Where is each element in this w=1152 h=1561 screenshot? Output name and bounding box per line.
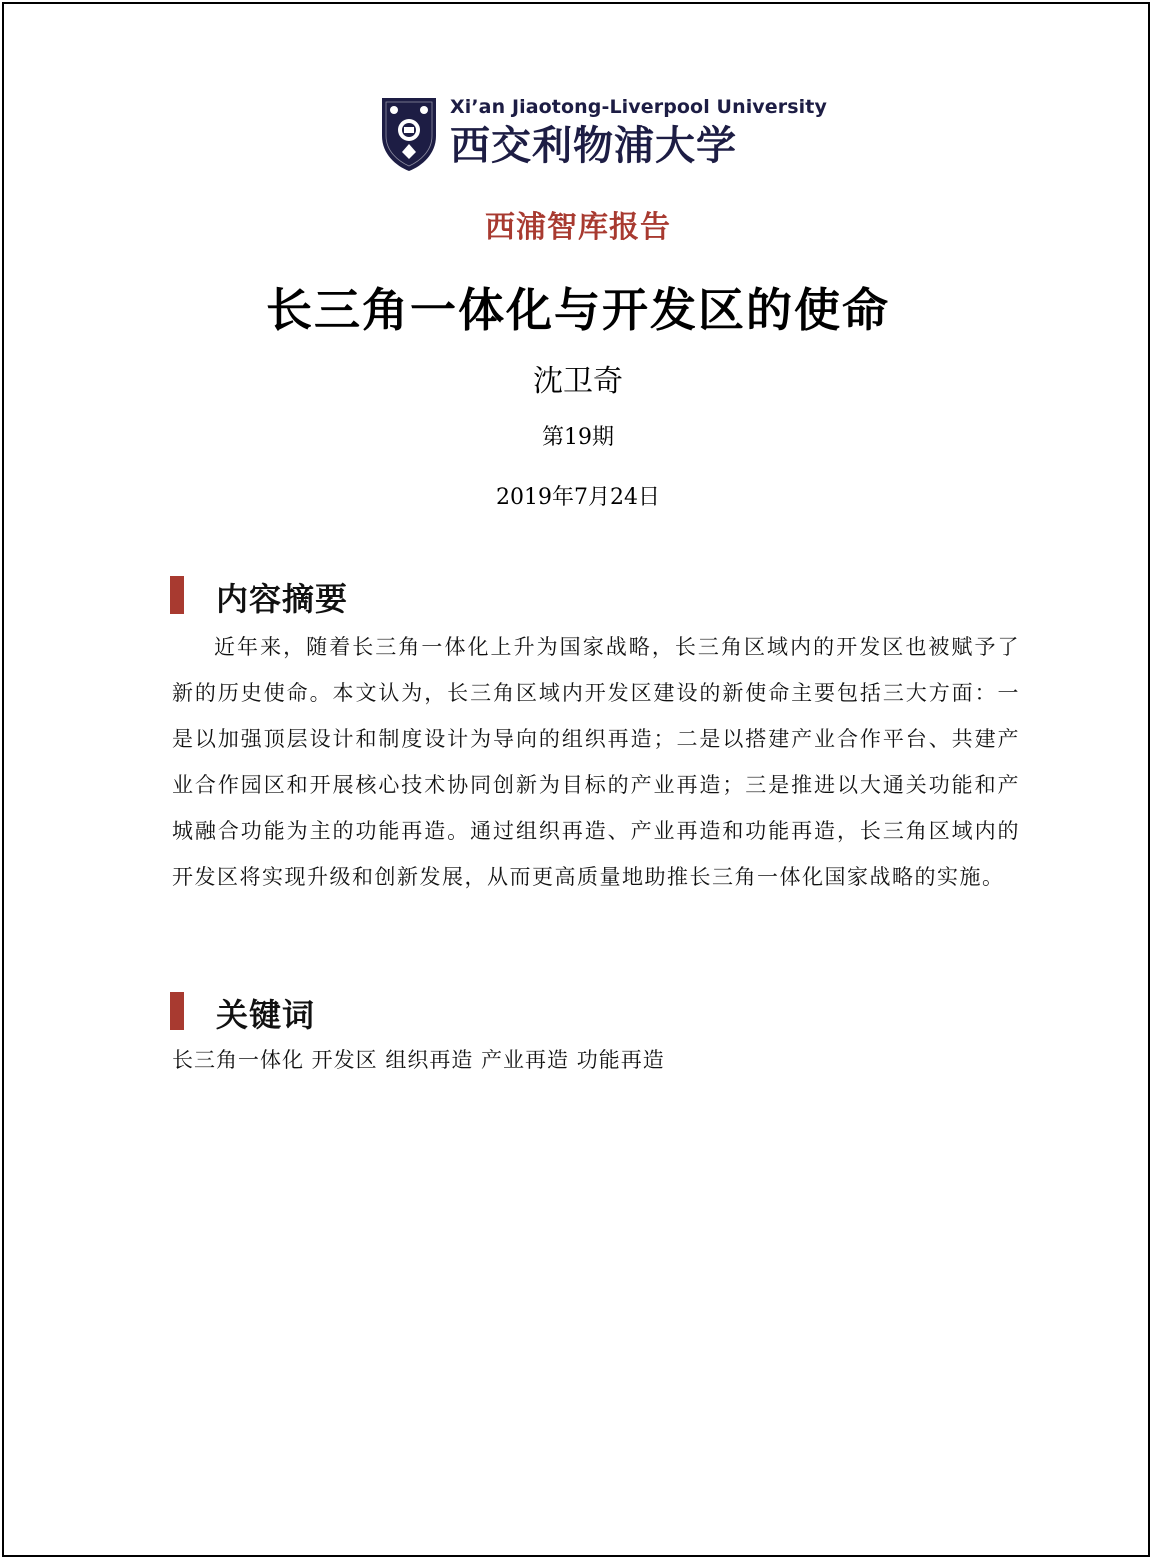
university-name-cn: 西交利物浦大学 xyxy=(450,122,737,169)
abstract-section-header xyxy=(170,576,770,616)
keywords-section-header xyxy=(170,992,770,1032)
section-marker-bar xyxy=(170,576,184,614)
report-title: 长三角一体化与开发区的使命 xyxy=(266,283,890,337)
abstract-text: 近年来，随着长三角一体化上升为国家战略，长三角区域内的开发区也被赋予了新的历史使命。本文认为，长三角区域内开发区建设的新使命主要包括三大方面：一是以加强顶层设计和制度设计为导向的组织再造；二是以搭建产业合作平台、共建产业合作园区和开展核心技术协同创新为目标的产业再造；三是推进以大通关功能和产城融合功能为主的功能再造。通过组织再造、产业再造和功能再造，长三角区域内的开发区将实现升级和创新发展，从而更高质量地助推长三角一体化国家战略的实施。 xyxy=(172,635,1020,889)
report-issue: 第19期 xyxy=(542,425,614,450)
keywords-heading: 关键词 xyxy=(216,996,316,1034)
keywords-text: 长三角一体化 开发区 组织再造 产业再造 功能再造 xyxy=(172,1048,665,1072)
university-logo xyxy=(380,96,827,172)
abstract-heading: 内容摘要 xyxy=(216,580,349,618)
report-series: 西浦智库报告 xyxy=(485,210,671,245)
document-page xyxy=(2,2,1150,1557)
report-author: 沈卫奇 xyxy=(533,364,623,399)
report-date: 2019年7月24日 xyxy=(496,485,660,510)
university-crest-icon xyxy=(380,96,438,172)
university-name-en: Xi’an Jiaotong-Liverpool University xyxy=(450,96,827,118)
section-marker-bar xyxy=(170,992,184,1030)
